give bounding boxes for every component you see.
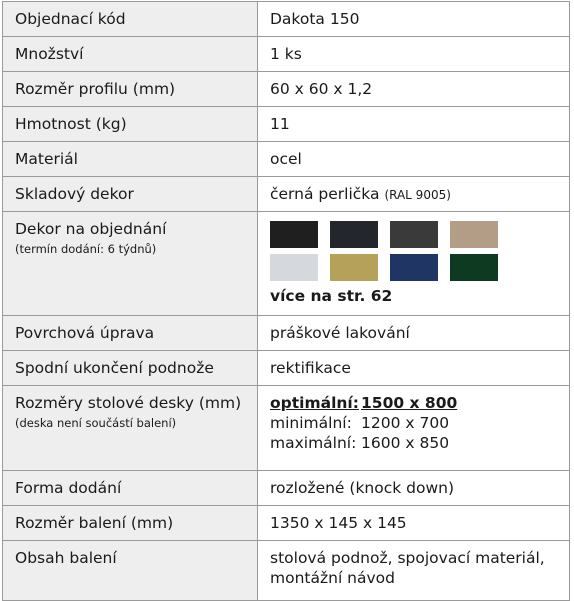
row-label: Rozměr profilu (mm) <box>3 72 258 107</box>
row-value: rektifikace <box>258 351 570 386</box>
row-value <box>258 386 570 471</box>
color-swatch <box>390 254 438 281</box>
table-row <box>3 142 570 177</box>
row-value <box>258 177 570 212</box>
max-value: 1600 x 850 <box>361 434 450 452</box>
row-label: Množství <box>3 37 258 72</box>
desk-size-label: Rozměry stolové desky (mm) <box>15 394 242 412</box>
table-row <box>3 107 570 142</box>
spec-table <box>2 1 570 601</box>
table-row <box>3 471 570 506</box>
color-swatches <box>270 221 569 281</box>
row-label: Hmotnost (kg) <box>3 107 258 142</box>
row-value: 1350 x 145 x 145 <box>258 506 570 541</box>
table-row <box>3 351 570 386</box>
table-row <box>3 506 570 541</box>
delivery-term-note: (termín dodání: 6 týdnů) <box>15 242 157 256</box>
row-value: 11 <box>258 107 570 142</box>
row-label: Spodní ukončení podnože <box>3 351 258 386</box>
desk-note: (deska není součástí balení) <box>15 416 177 430</box>
row-label <box>3 386 258 471</box>
minimal-size <box>270 413 569 433</box>
stock-decor-value: černá perlička <box>270 185 380 203</box>
row-value: práškové lakování <box>258 316 570 351</box>
ral-code: (RAL 9005) <box>384 188 451 202</box>
table-row <box>3 37 570 72</box>
row-value <box>258 212 570 316</box>
table-row <box>3 212 570 316</box>
more-colors-link: více na str. 62 <box>270 287 393 305</box>
row-label <box>3 212 258 316</box>
min-key: minimální: <box>270 414 352 432</box>
row-value: Dakota 150 <box>258 2 570 37</box>
max-key: maximální: <box>270 434 357 452</box>
row-value: ocel <box>258 142 570 177</box>
color-swatch <box>330 221 378 248</box>
maximal-size <box>270 433 569 453</box>
min-value: 1200 x 700 <box>361 414 450 432</box>
row-label: Povrchová úprava <box>3 316 258 351</box>
table-row <box>3 541 570 601</box>
row-label: Skladový dekor <box>3 177 258 212</box>
color-swatch <box>330 254 378 281</box>
row-label: Objednací kód <box>3 2 258 37</box>
row-value: stolová podnož, spojovací materiál, montážní návod <box>258 541 570 601</box>
order-decor-label: Dekor na objednání <box>15 220 167 238</box>
row-value: 1 ks <box>258 37 570 72</box>
row-value: rozložené (knock down) <box>258 471 570 506</box>
row-label: Materiál <box>3 142 258 177</box>
color-swatch <box>270 254 318 281</box>
table-row <box>3 386 570 471</box>
color-swatch <box>390 221 438 248</box>
table-row <box>3 72 570 107</box>
table-row <box>3 316 570 351</box>
row-value: 60 x 60 x 1,2 <box>258 72 570 107</box>
row-label: Obsah balení <box>3 541 258 601</box>
color-swatch <box>450 254 498 281</box>
row-label: Forma dodání <box>3 471 258 506</box>
optimal-key: optimální: <box>270 394 359 412</box>
color-swatch <box>450 221 498 248</box>
color-swatch <box>270 221 318 248</box>
row-label: Rozměr balení (mm) <box>3 506 258 541</box>
optimal-size <box>270 393 569 413</box>
table-row <box>3 2 570 37</box>
optimal-value: 1500 x 800 <box>361 394 458 412</box>
table-row <box>3 177 570 212</box>
